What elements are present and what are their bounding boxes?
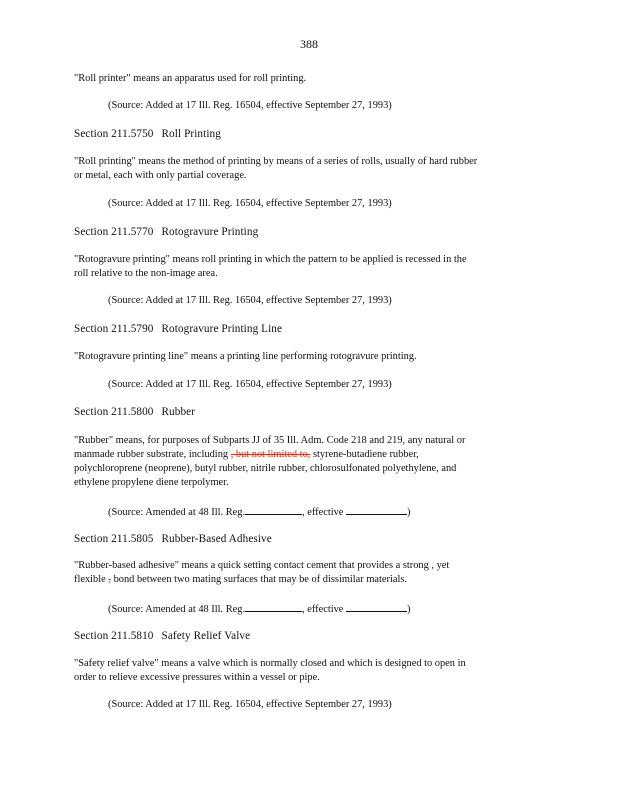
source-note: (Source: Added at 17 Ill. Reg. 16504, effective September 27, 1993) bbox=[108, 100, 392, 111]
rba-text: flexible bbox=[74, 574, 106, 585]
section-title: Rotogravure Printing Line bbox=[161, 323, 283, 335]
rubber-definition-line: polychloroprene (neoprene), butyl rubber, nitrile rubber, chlorosulfonated polyethylene, and bbox=[74, 463, 457, 474]
page-number: 388 bbox=[300, 37, 318, 51]
section-number: Section 211.5800 bbox=[74, 406, 154, 418]
source-note-amended bbox=[108, 601, 411, 617]
roll-printer-definition: "Roll printer" means an apparatus used for roll printing. bbox=[74, 73, 307, 84]
rubber-based-adhesive-definition-line bbox=[74, 573, 544, 587]
rubber-definition-line: "Rubber" means, for purposes of Subparts JJ of 35 Ill. Adm. Code 218 and 219, any natural or bbox=[74, 435, 466, 446]
section-number: Section 211.5750 bbox=[74, 128, 154, 140]
effective-date-blank bbox=[346, 601, 407, 612]
source-effective: , effective bbox=[302, 604, 344, 615]
source-note: (Source: Added at 17 Ill. Reg. 16504, effective September 27, 1993) bbox=[108, 198, 392, 209]
section-title: Safety Relief Valve bbox=[161, 630, 251, 642]
deleted-text: , bbox=[108, 574, 111, 585]
source-close: ) bbox=[407, 604, 411, 615]
section-number: Section 211.5790 bbox=[74, 323, 154, 335]
register-blank bbox=[245, 504, 302, 515]
source-note: (Source: Added at 17 Ill. Reg. 16504, effective September 27, 1993) bbox=[108, 295, 392, 306]
rubber-text: manmade rubber substrate, including bbox=[74, 449, 229, 460]
source-effective: , effective bbox=[302, 507, 344, 518]
source-note: (Source: Added at 17 Ill. Reg. 16504, effective September 27, 1993) bbox=[108, 379, 392, 390]
section-title: Rubber bbox=[161, 406, 196, 418]
rba-text: bond between two mating surfaces that may be of dissimilar materials. bbox=[113, 574, 408, 585]
source-note-amended bbox=[108, 504, 411, 520]
source-note: (Source: Added at 17 Ill. Reg. 16504, effective September 27, 1993) bbox=[108, 699, 392, 710]
rotogravure-printing-definition-line: roll relative to the non-image area. bbox=[74, 268, 218, 279]
section-title: Rotogravure Printing bbox=[161, 226, 259, 238]
section-heading-211-5750 bbox=[74, 127, 221, 141]
rotogravure-printing-definition-line: "Rotogravure printing" means roll printing in which the pattern to be applied is recessed in the bbox=[74, 254, 467, 265]
section-title: Roll Printing bbox=[161, 128, 221, 140]
section-number: Section 211.5770 bbox=[74, 226, 154, 238]
section-number: Section 211.5810 bbox=[74, 630, 154, 642]
section-heading-211-5800 bbox=[74, 405, 195, 419]
rotogravure-line-definition: "Rotogravure printing line" means a printing line performing rotogravure printing. bbox=[74, 351, 417, 362]
register-blank bbox=[245, 601, 302, 612]
safety-relief-valve-definition-line: order to relieve excessive pressures within a vessel or pipe. bbox=[74, 672, 320, 683]
rubber-based-adhesive-definition-line: "Rubber-based adhesive" means a quick setting contact cement that provides a strong , yet bbox=[74, 560, 450, 571]
section-heading-211-5790 bbox=[74, 322, 282, 336]
safety-relief-valve-definition-line: "Safety relief valve" means a valve which is normally closed and which is designed to open in bbox=[74, 658, 466, 669]
effective-date-blank bbox=[346, 504, 407, 515]
section-title: Rubber-Based Adhesive bbox=[161, 533, 272, 545]
roll-printing-definition-line: or metal, each with only partial coverage. bbox=[74, 170, 247, 181]
source-prefix: (Source: Amended at 48 Ill. Reg. bbox=[108, 507, 246, 518]
rubber-text: styrene-butadiene rubber, bbox=[312, 449, 419, 460]
section-heading-211-5770 bbox=[74, 225, 258, 239]
source-prefix: (Source: Amended at 48 Ill. Reg. bbox=[108, 604, 246, 615]
roll-printing-definition-line: "Roll printing" means the method of printing by means of a series of rolls, usually of hard rubber bbox=[74, 156, 478, 167]
section-heading-211-5805 bbox=[74, 532, 272, 546]
section-number: Section 211.5805 bbox=[74, 533, 154, 545]
source-close: ) bbox=[407, 507, 411, 518]
deleted-text: , but not limited to, bbox=[230, 449, 311, 460]
section-heading-211-5810 bbox=[74, 629, 250, 643]
rubber-definition-line bbox=[74, 448, 544, 462]
rubber-definition-line: ethylene propylene diene terpolymer. bbox=[74, 477, 229, 488]
